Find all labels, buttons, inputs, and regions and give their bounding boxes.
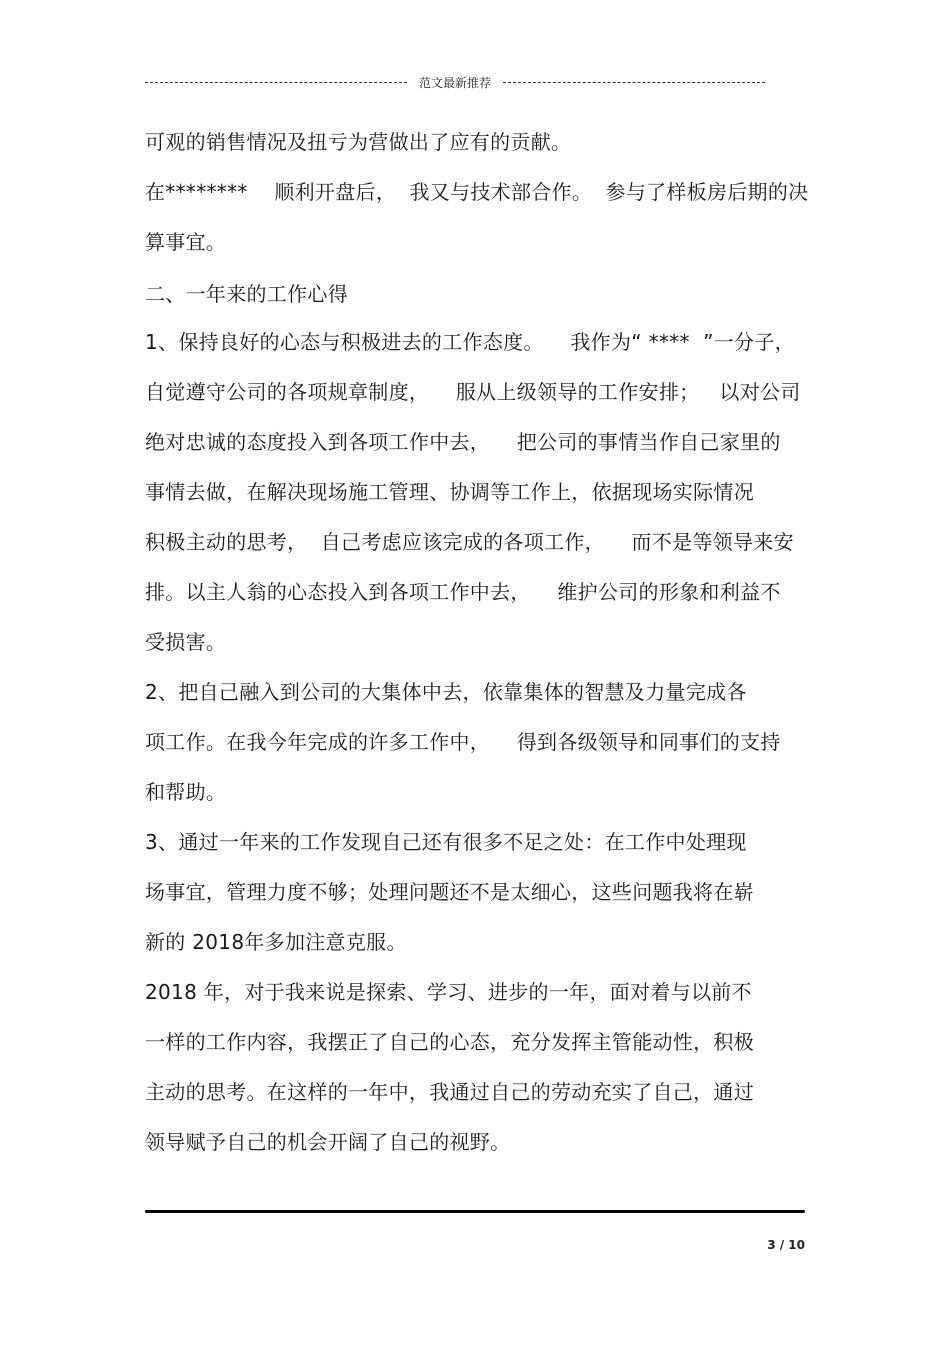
body-line: 事情去做，在解决现场施工管理、协调等工作上，依据现场实际情况 bbox=[145, 480, 754, 504]
header-right-dashes bbox=[503, 82, 765, 83]
body-line: 绝对忠诚的态度投入到各项工作中去， 把公司的事情当作自己家里的 bbox=[145, 430, 781, 454]
section-heading: 二、一年来的工作心得 bbox=[145, 282, 348, 306]
body-line: 积极主动的思考， 自己考虑应该完成的各项工作， 而不是等领导来安 bbox=[145, 530, 794, 554]
body-line: 算事宜。 bbox=[145, 230, 227, 254]
body-line: 场事宜，管理力度不够；处理问题还不是太细心，这些问题我将在崭 bbox=[145, 880, 754, 904]
page-header bbox=[145, 72, 765, 92]
body-line: 2018 年，对于我来说是探索、学习、进步的一年，面对着与以前不 bbox=[145, 980, 752, 1004]
body-line: 受损害。 bbox=[145, 630, 227, 654]
body-line: 主动的思考。在这样的一年中，我通过自己的劳动充实了自己，通过 bbox=[145, 1080, 754, 1104]
body-line: 排。以主人翁的心态投入到各项工作中去， 维护公司的形象和利益不 bbox=[145, 580, 781, 604]
body-line: 领导赋予自己的机会开阔了自己的视野。 bbox=[145, 1130, 511, 1154]
body-line: 可观的销售情况及扭亏为营做出了应有的贡献。 bbox=[145, 130, 572, 154]
footer-rule bbox=[145, 1210, 805, 1213]
page-number: 3 / 10 bbox=[767, 1238, 805, 1252]
body-line: 自觉遵守公司的各项规章制度， 服从上级领导的工作安排； 以对公司 bbox=[145, 380, 801, 404]
body-line: 项工作。在我今年完成的许多工作中， 得到各级领导和同事们的支持 bbox=[145, 730, 781, 754]
body-line: 一样的工作内容，我摆正了自己的心态，充分发挥主管能动性，积极 bbox=[145, 1030, 754, 1054]
body-line: 和帮助。 bbox=[145, 780, 227, 804]
header-title: 范文最新推荐 bbox=[419, 75, 492, 90]
body-line: 在******** 顺利开盘后， 我又与技术部合作。 参与了样板房后期的决 bbox=[145, 180, 809, 204]
header-left-dashes bbox=[145, 82, 407, 83]
body-line: 2、把自己融入到公司的大集体中去，依靠集体的智慧及力量完成各 bbox=[145, 680, 747, 704]
body-line: 新的 2018年多加注意克服。 bbox=[145, 930, 407, 954]
body-line: 3、通过一年来的工作发现自己还有很多不足之处：在工作中处理现 bbox=[145, 830, 747, 854]
body-line: 1、保持良好的心态与积极进去的工作态度。 我作为“ **** ”一分子， bbox=[145, 330, 795, 354]
